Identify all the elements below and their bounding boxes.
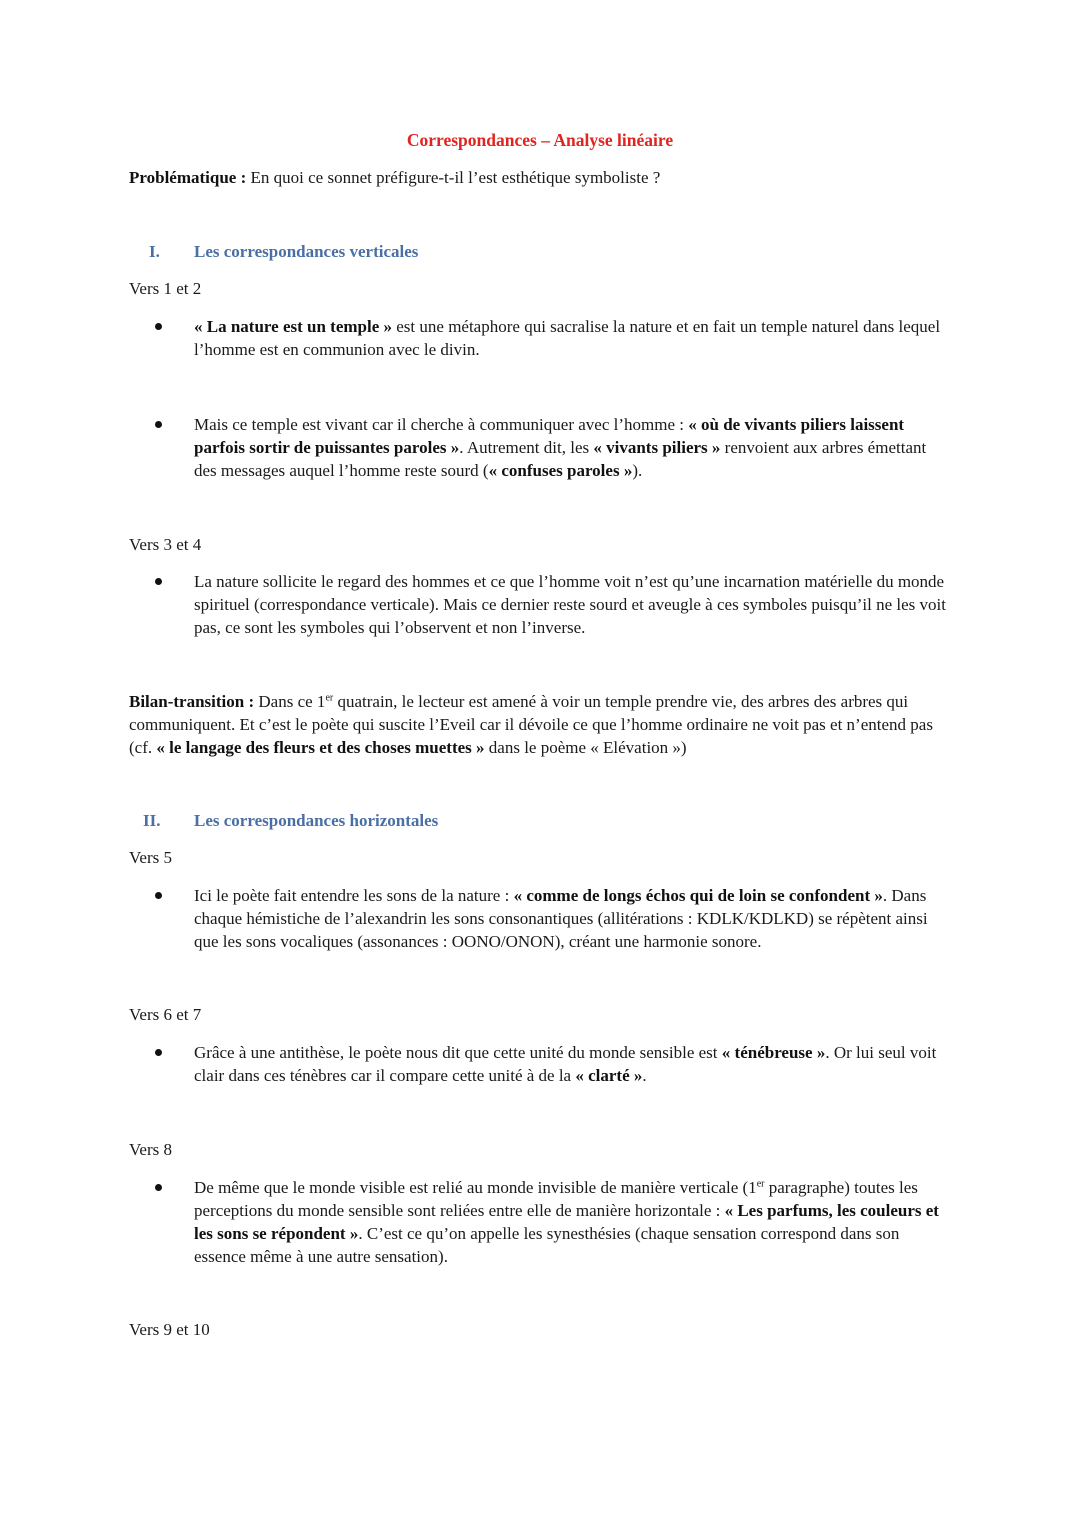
- bullet-text: Grâce à une antithèse, le poète nous dit que cette unité du monde sensible est « ténébreuse ». Or lui seul voit clair dans ces ténèbres car il compare cette unité à de la « clarté ».: [194, 1043, 937, 1085]
- bilan-label: Bilan-transition :: [129, 692, 255, 711]
- document-title: Correspondances – Analyse linéaire: [406, 130, 674, 150]
- bullet-text: Mais ce temple est vivant car il cherche à communiquer avec l’homme : « où de vivants piliers laissent parfois sortir de puissantes paroles ». Autrement dit, les « vivants piliers » renvoient aux arbres émettant des messages auquel l’homme reste sourd (« confuses paroles »).: [194, 415, 927, 480]
- vers-label: Vers 3 et 4: [129, 535, 202, 554]
- problematique-text: En quoi ce sonnet préfigure-t-il l’est esthétique symboliste ?: [246, 168, 661, 187]
- bullet-text: « La nature est un temple » est une métaphore qui sacralise la nature et en fait un temple naturel dans lequel l’homme est en communion avec le divin.: [194, 317, 941, 359]
- bilan-transition: Bilan-transition : Dans ce 1er quatrain, le lecteur est amené à voir un temple prendre vie, des arbres des arbres qui communiquent. Et c’est le poète qui suscite l’Eveil car il dévoile ce que l’homme ordinaire ne voit pas et n’entend pas (cf. « le langage des fleurs et des choses muettes » dans le poème « Elévation »): [129, 692, 933, 757]
- bullet-icon: [155, 892, 162, 899]
- bullet-icon: [155, 578, 162, 585]
- section-number: I.: [149, 242, 160, 261]
- bullet-icon: [155, 323, 162, 330]
- vers-label: Vers 9 et 10: [129, 1320, 210, 1339]
- bullet-icon: [155, 1184, 162, 1191]
- problematique: [129, 166, 989, 189]
- vers-label: Vers 1 et 2: [129, 279, 202, 298]
- section-number: II.: [143, 811, 161, 830]
- vers-label: Vers 6 et 7: [129, 1005, 202, 1024]
- bullet-text: Ici le poète fait entendre les sons de la nature : « comme de longs échos qui de loin se confondent ». Dans chaque hémistiche de l’alexandrin les sons consonantiques (allitérations : KDLK/KDLKD) se répètent ainsi que les sons vocaliques (assonances : OONO/ONON), créant une harmonie sonore.: [194, 886, 928, 951]
- vers-label: Vers 8: [129, 1140, 172, 1159]
- bullet-icon: [155, 421, 162, 428]
- bullet-text: La nature sollicite le regard des hommes et ce que l’homme voit n’est qu’une incarnation matérielle du monde spirituel (correspondance verticale). Mais ce dernier reste sourd et aveugle à ces symboles puisqu’il ne les voit pas, ce sont les symboles qui l’observent et non l’inverse.: [194, 572, 946, 637]
- problematique-label: Problématique :: [129, 168, 247, 187]
- bullet-text: De même que le monde visible est relié au monde invisible de manière verticale (1er paragraphe) toutes les perceptions du monde sensible sont reliées entre elle de manière horizontale : « Les parfums, les couleurs et les sons se répondent ». C’est ce qu’on appelle les synesthésies (chaque sensation correspond dans son essence même à une autre sensation).: [194, 1178, 939, 1266]
- vers-label: Vers 5: [129, 848, 172, 867]
- bullet-icon: [155, 1049, 162, 1056]
- section-title: Les correspondances verticales: [194, 242, 419, 261]
- section-title: Les correspondances horizontales: [194, 811, 439, 830]
